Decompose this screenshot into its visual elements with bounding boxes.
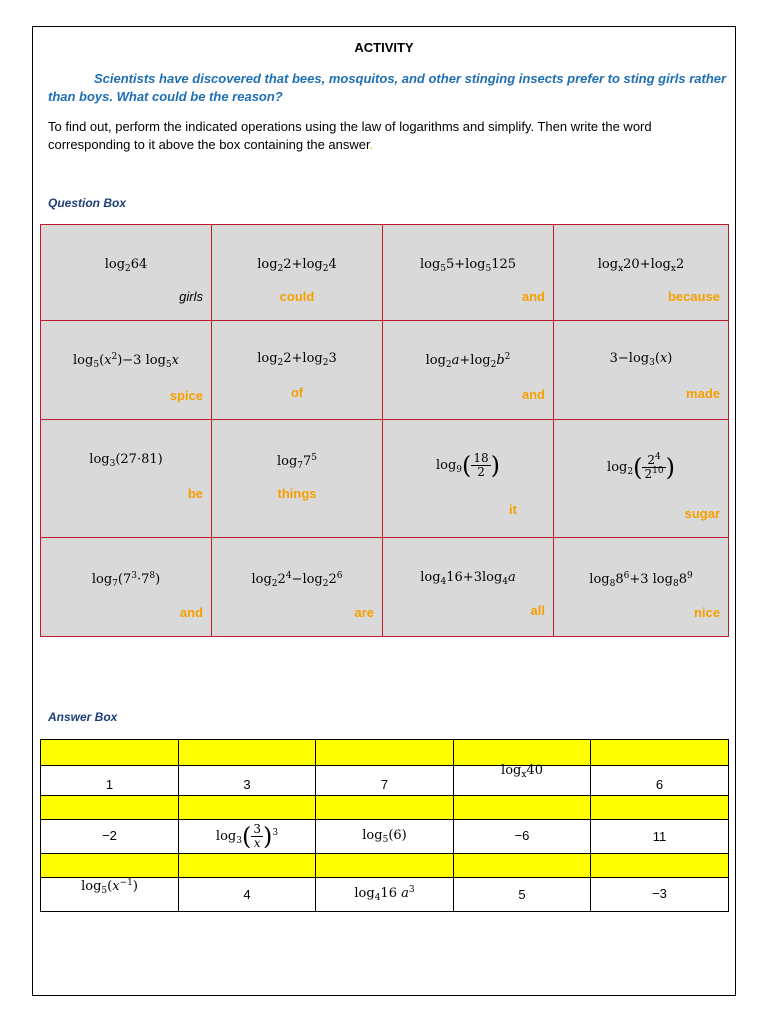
answer-blank[interactable]: [591, 854, 728, 878]
answer-value: 11: [652, 829, 667, 844]
answer-value: $\log_5(x^{-1})$: [81, 878, 138, 896]
answer-word: and: [179, 605, 203, 620]
answer-cell: [454, 878, 591, 911]
question-cell: [212, 538, 383, 636]
answer-word: all: [530, 603, 545, 618]
question-cell: [554, 538, 728, 636]
answer-cell: [179, 820, 316, 854]
answer-value: 7: [380, 777, 389, 792]
answer-word: it: [509, 502, 517, 517]
answer-cell: [316, 820, 454, 854]
question-cell: [383, 225, 554, 321]
log-expression: $\log_2a+\log_2b^2$: [425, 352, 511, 370]
answer-blank[interactable]: [179, 854, 316, 878]
answer-cell: [179, 878, 316, 911]
answer-blank[interactable]: [41, 740, 179, 766]
question-cell: [212, 321, 383, 420]
answer-word: nice: [693, 605, 720, 620]
instructions-text: To find out, perform the indicated operations using the law of logarithms and simplify. Then write the word corresponding to it above the box containing the answer: [48, 119, 652, 152]
answer-cell: [454, 820, 591, 854]
answer-value: −6: [514, 828, 530, 843]
riddle-question: [48, 70, 728, 106]
answer-blank[interactable]: [454, 796, 591, 820]
answer-word: things: [277, 486, 317, 501]
answer-box: [40, 739, 729, 912]
log-expression: $\log_22+\log_24$: [257, 257, 337, 274]
log-expression: $\log_416+3\log_4a$: [420, 570, 516, 587]
answer-word: and: [521, 289, 545, 304]
question-cell: [212, 225, 383, 321]
answer-blank[interactable]: [41, 796, 179, 820]
answer-value: 1: [105, 777, 114, 792]
answer-value: $\log_x40$: [501, 763, 543, 780]
log-expression: $\log_88^6+3$ $\log_88^9$: [589, 571, 693, 589]
instructions: [48, 118, 728, 154]
answer-word: could: [279, 289, 315, 304]
answer-value: 5: [518, 887, 526, 902]
log-expression: $\log_7(7^3\cdot 7^8)$: [91, 571, 161, 589]
log-expression: $\log_2$( $\frac{2^4}{2^{10}}$ ): [607, 452, 675, 482]
answer-cell: [591, 820, 728, 854]
answer-word: be: [187, 486, 203, 501]
log-expression: $\log_22+\log_23$: [257, 351, 337, 368]
answer-value: 6: [655, 777, 664, 792]
answer-word: sugar: [684, 506, 720, 521]
answer-cell: [41, 820, 179, 854]
question-cell: [554, 420, 728, 538]
question-cell: [383, 321, 554, 420]
answer-blank[interactable]: [41, 854, 179, 878]
question-cell: [41, 538, 212, 636]
answer-value: −2: [102, 828, 117, 843]
riddle-text: Scientists have discovered that bees, mosquitos, and other stinging insects prefer to sting girls rather than boys. What could be the reason?: [48, 71, 727, 104]
answer-blank[interactable]: [591, 796, 728, 820]
question-cell: [41, 420, 212, 538]
log-expression: $3-\log_3(x)$: [609, 351, 673, 368]
answer-blank[interactable]: [316, 854, 454, 878]
answer-value: 4: [243, 887, 251, 902]
log-expression: $\log_x20+\log_x2$: [597, 257, 685, 274]
log-expression: $\log_22^4-\log_22^6$: [251, 571, 343, 589]
answer-blank[interactable]: [591, 740, 728, 766]
answer-blank[interactable]: [454, 854, 591, 878]
answer-cell: [591, 878, 728, 911]
answer-cell: [41, 766, 179, 796]
answer-value: $\log_5(6)$: [362, 828, 407, 845]
log-expression: $\log_9$( $\frac{18}{2}$ ): [435, 451, 501, 480]
question-box: [40, 224, 729, 637]
page-title: ACTIVITY: [354, 40, 414, 55]
answer-blank[interactable]: [179, 796, 316, 820]
answer-cell: [179, 766, 316, 796]
answer-value: −3: [652, 886, 667, 901]
answer-cell: [316, 878, 454, 911]
answer-word: and: [521, 387, 545, 402]
question-cell: [554, 321, 728, 420]
log-expression: $\log_264$: [104, 257, 148, 274]
question-box-label: Question Box: [48, 196, 127, 210]
answer-cell: [41, 878, 179, 911]
question-cell: [41, 225, 212, 321]
log-expression: $\log_5(x^2)-3$ $\log_5x$: [73, 352, 179, 370]
answer-cell: [454, 763, 591, 796]
question-cell: [212, 420, 383, 538]
question-cell: [554, 225, 728, 321]
answer-blank[interactable]: [316, 796, 454, 820]
answer-value: $\log_416$ $a^3$: [354, 885, 415, 903]
answer-word: spice: [169, 388, 203, 403]
answer-word: are: [354, 605, 374, 620]
answer-word: of: [290, 385, 304, 400]
answer-blank[interactable]: [316, 740, 454, 766]
answer-value: 3: [243, 777, 251, 792]
log-expression: $\log_55+\log_5125$: [419, 257, 517, 274]
answer-word: girls: [179, 289, 203, 304]
answer-value: $\log_3$( $\frac{3}{x}$ )$^3$: [215, 822, 279, 851]
question-cell: [41, 321, 212, 420]
log-expression: $\log_77^5$: [276, 453, 318, 471]
question-cell: [383, 538, 554, 636]
instructions-period: .: [369, 137, 374, 152]
answer-cell: [316, 766, 454, 796]
answer-word: because: [667, 289, 720, 304]
answer-cell: [591, 766, 728, 796]
log-expression: $\log_3(27\cdot 81)$: [89, 452, 163, 469]
answer-blank[interactable]: [179, 740, 316, 766]
answer-word: made: [686, 386, 720, 401]
question-cell: [383, 420, 554, 538]
answer-box-label: Answer Box: [48, 710, 118, 724]
